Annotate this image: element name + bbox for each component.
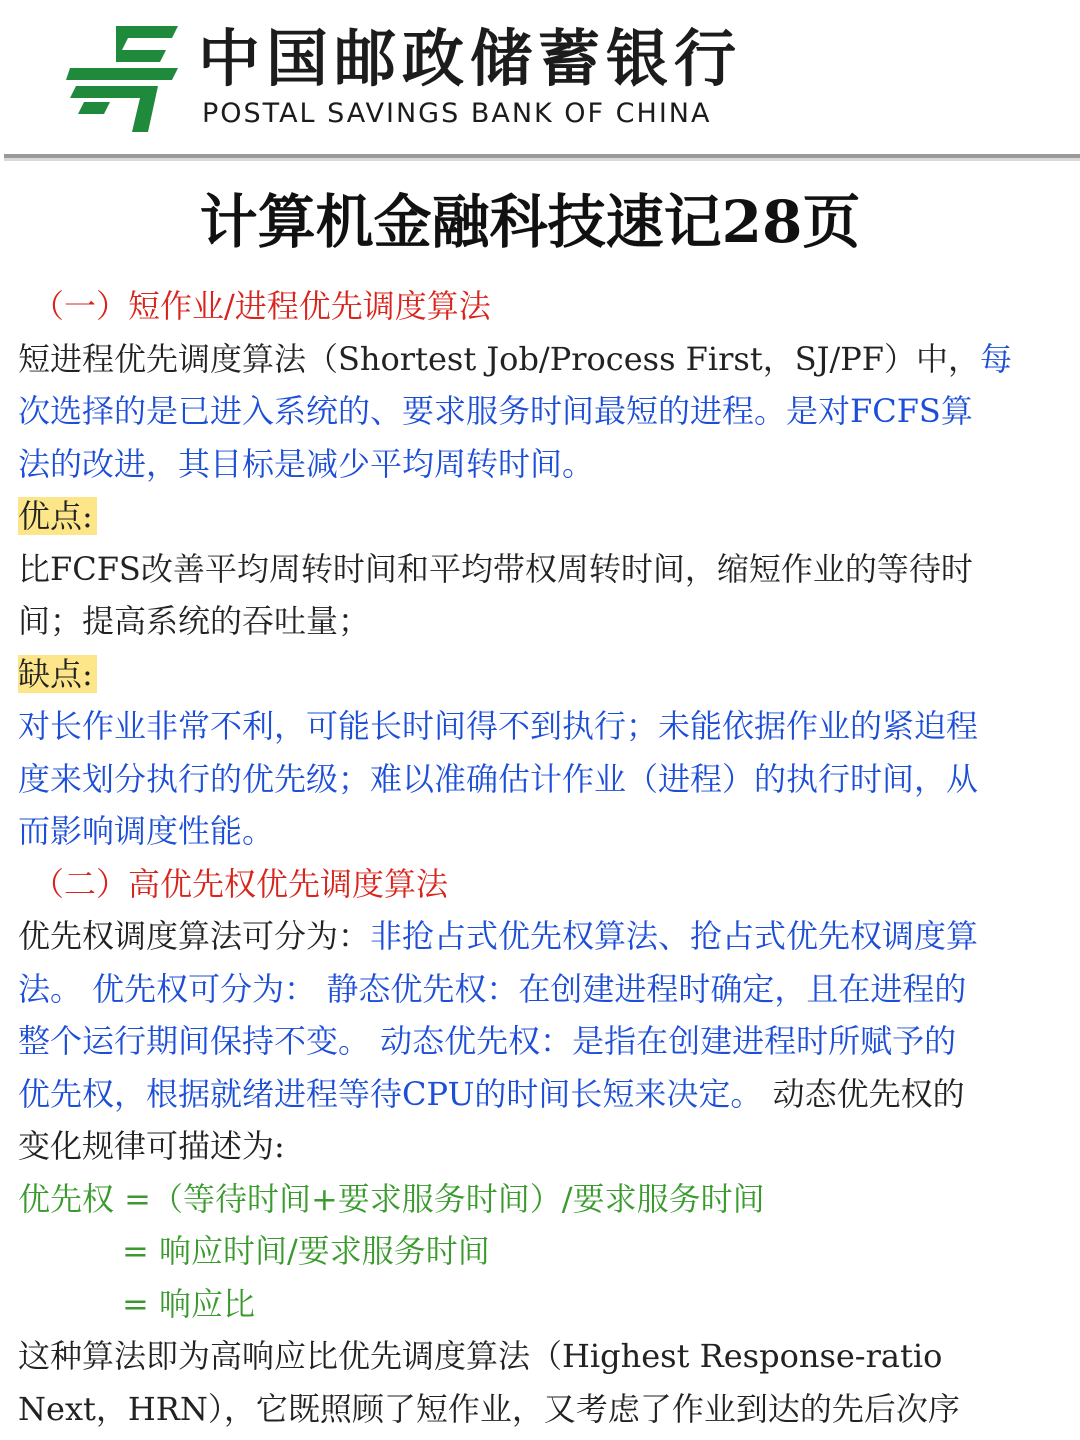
cons-label-row bbox=[18, 648, 1068, 701]
section1-heading: （一）短作业/进程优先调度算法 bbox=[32, 287, 491, 325]
section2-p-line1 bbox=[18, 910, 1068, 963]
section1-intro-line2: 次选择的是已进入系统的、要求服务时间最短的进程。是对FCFS算 bbox=[18, 392, 973, 430]
psbc-logo-icon bbox=[66, 22, 178, 132]
header bbox=[0, 0, 1080, 160]
pros-line2: 间；提高系统的吞吐量； bbox=[18, 602, 371, 640]
section2-p4-highlight: 优先权，根据就绪进程等待CPU的时间长短来决定。 bbox=[18, 1074, 763, 1113]
article-body bbox=[18, 280, 1068, 1435]
pros-line1: 比FCFS改善平均周转时间和平均带权周转时间，缩短作业的等待时 bbox=[18, 549, 973, 588]
formula-line2: = 响应时间/要求服务时间 bbox=[122, 1232, 490, 1270]
section2-p-line5: 变化规律可描述为: bbox=[18, 1127, 285, 1165]
pros-label: 优点: bbox=[18, 497, 97, 535]
pros-label-row bbox=[18, 490, 1068, 543]
section2-p1-text: 优先权调度算法可分为： bbox=[18, 917, 371, 955]
section2-p-line2: 法。 优先权可分为： 静态优先权：在创建进程时确定，且在进程的 bbox=[18, 969, 967, 1008]
section2-p1-highlight: 非抢占式优先权算法、抢占式优先权调度算 bbox=[370, 917, 979, 955]
cons-line1: 对长作业非常不利，可能长时间得不到执行；未能依据作业的紧迫程 bbox=[18, 707, 979, 745]
cons-label: 缺点: bbox=[18, 655, 97, 693]
header-divider-shadow bbox=[4, 158, 1080, 161]
section1-intro-line1 bbox=[18, 333, 1068, 386]
section2-p-line3: 整个运行期间保持不变。 动态优先权：是指在创建进程时所赋予的 bbox=[18, 1022, 957, 1060]
section1-intro-text: 短进程优先调度算法（Shortest Job/Process First，SJ/PF）中， bbox=[18, 339, 980, 378]
page-title: 计算机金融科技速记28页 bbox=[199, 188, 861, 256]
section1-intro-highlight: 每 bbox=[979, 339, 1012, 378]
section2-p4-text: 动态优先权的 bbox=[762, 1074, 965, 1113]
bank-name-en: POSTAL SAVINGS BANK OF CHINA bbox=[202, 98, 712, 129]
cons-line3: 而影响调度性能。 bbox=[18, 812, 275, 850]
section2-p-line4 bbox=[18, 1068, 1068, 1121]
formula-line3: = 响应比 bbox=[122, 1284, 255, 1323]
cons-line2: 度来划分执行的优先级；难以准确估计作业（进程）的执行时间，从 bbox=[18, 759, 979, 798]
hrn-line2: Next，HRN），它既照顾了短作业，又考虑了作业到达的先后次序 bbox=[18, 1389, 960, 1428]
hrn-line1: 这种算法即为高响应比优先调度算法（Highest Response-ratio bbox=[18, 1337, 943, 1375]
section2-heading: （二）高优先权优先调度算法 bbox=[32, 864, 449, 903]
section1-intro-line3: 法的改进，其目标是减少平均周转时间。 bbox=[18, 444, 595, 483]
formula-line1: 优先权 =（等待时间+要求服务时间）/要求服务时间 bbox=[18, 1179, 765, 1218]
bank-name-cn: 中国邮政储蓄银行 bbox=[198, 22, 743, 95]
